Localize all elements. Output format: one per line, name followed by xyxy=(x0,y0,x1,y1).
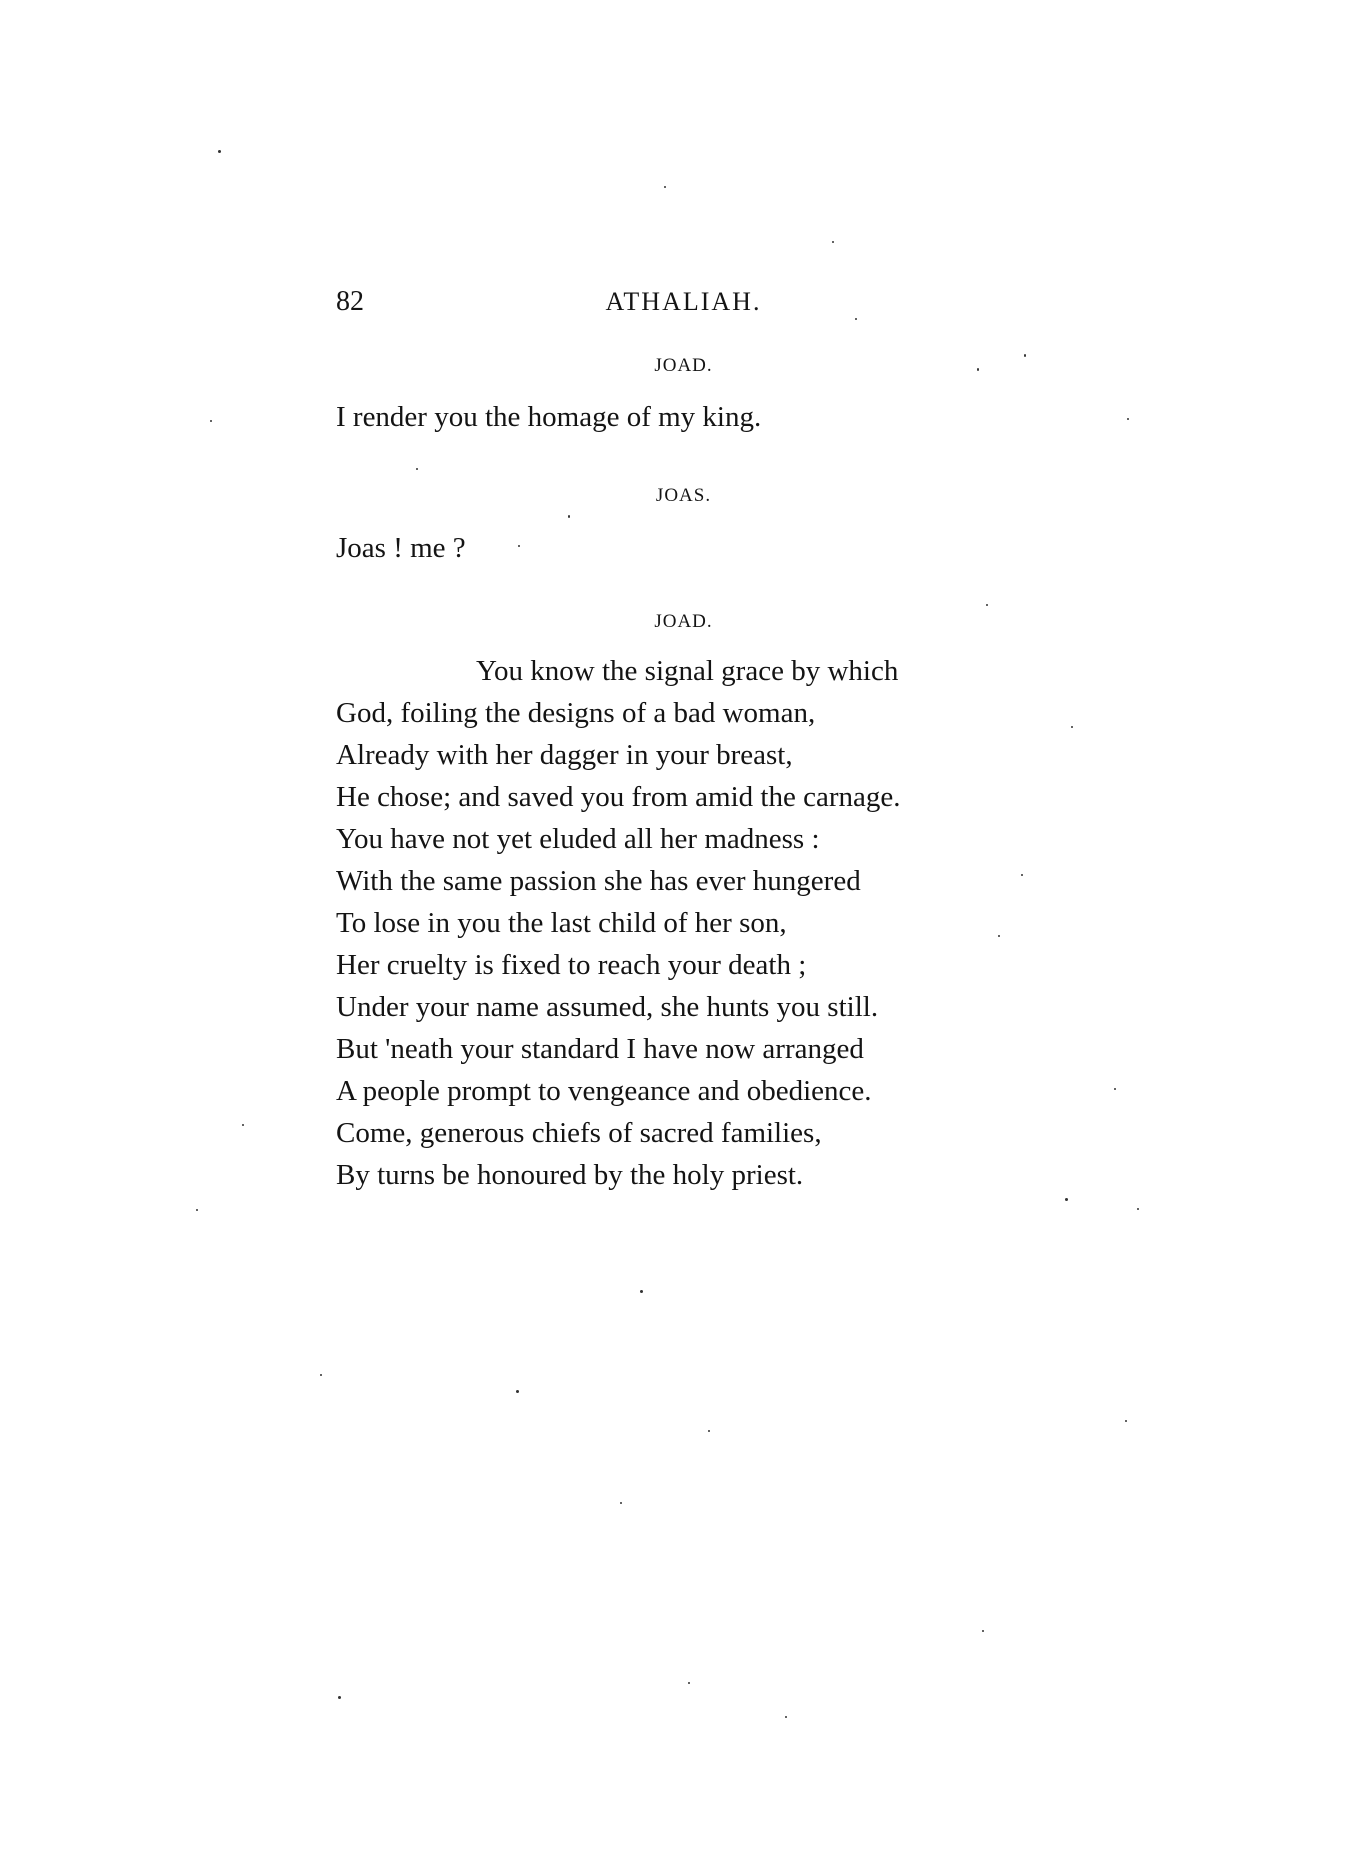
verse-line: You know the signal grace by which xyxy=(476,655,899,687)
scan-speck xyxy=(998,935,1000,937)
verse-line: With the same passion she has ever hungered xyxy=(336,865,861,897)
scan-speck xyxy=(832,241,834,243)
scan-speck xyxy=(320,1374,322,1376)
scan-speck xyxy=(196,1209,198,1211)
scan-speck xyxy=(620,1502,622,1504)
scan-speck xyxy=(664,186,666,188)
verse-line: Joas ! me ? xyxy=(336,532,466,564)
scan-speck xyxy=(1125,1420,1127,1422)
verse-line: You have not yet eluded all her madness : xyxy=(336,823,820,855)
speaker-name: JOAD. xyxy=(654,355,713,376)
scan-speck xyxy=(416,468,418,470)
scan-speck xyxy=(1021,874,1023,876)
scan-speck xyxy=(568,515,570,518)
speech-verse xyxy=(336,400,761,434)
scan-speck xyxy=(1065,1198,1068,1201)
scan-speck xyxy=(1071,726,1073,728)
verse-line: A people prompt to vengeance and obedience. xyxy=(336,1075,872,1107)
verse-line: But 'neath your standard I have now arranged xyxy=(336,1033,864,1065)
verse-line: God, foiling the designs of a bad woman, xyxy=(336,697,816,729)
verse-line: Under your name assumed, she hunts you still. xyxy=(336,991,879,1023)
scan-speck xyxy=(210,420,212,422)
verse-line: To lose in you the last child of her son, xyxy=(336,907,787,939)
scan-speck xyxy=(982,1630,984,1632)
scan-speck xyxy=(688,1682,690,1684)
scan-speck xyxy=(1114,1088,1116,1090)
scan-speck xyxy=(242,1124,244,1126)
verse-line: By turns be honoured by the holy priest. xyxy=(336,1159,804,1191)
verse-line: Come, generous chiefs of sacred families, xyxy=(336,1117,822,1149)
scan-speck xyxy=(986,604,988,606)
verse-line: He chose; and saved you from amid the carnage. xyxy=(336,781,901,813)
speech-verse xyxy=(336,650,900,1196)
scan-speck xyxy=(977,368,979,371)
page-number: 82 xyxy=(336,286,364,317)
speaker-name: JOAD. xyxy=(654,611,713,632)
speech-verse xyxy=(336,531,466,565)
scan-speck xyxy=(708,1430,710,1432)
speaker-name: JOAS. xyxy=(655,485,712,506)
scan-speck xyxy=(338,1696,341,1699)
verse-line: I render you the homage of my king. xyxy=(336,401,762,433)
verse-line: Already with her dagger in your breast, xyxy=(336,739,793,771)
running-title: ATHALIAH. xyxy=(605,287,762,316)
scan-speck xyxy=(1137,1208,1139,1210)
verse-line: Her cruelty is fixed to reach your death ; xyxy=(336,949,807,981)
scan-speck xyxy=(640,1290,643,1293)
scan-speck xyxy=(516,1390,519,1393)
scan-speck xyxy=(855,318,857,320)
scan-speck xyxy=(785,1716,787,1718)
scan-speck xyxy=(218,150,221,153)
scan-speck xyxy=(1024,354,1026,357)
scan-speck xyxy=(1127,418,1129,420)
scan-speck xyxy=(518,545,520,547)
